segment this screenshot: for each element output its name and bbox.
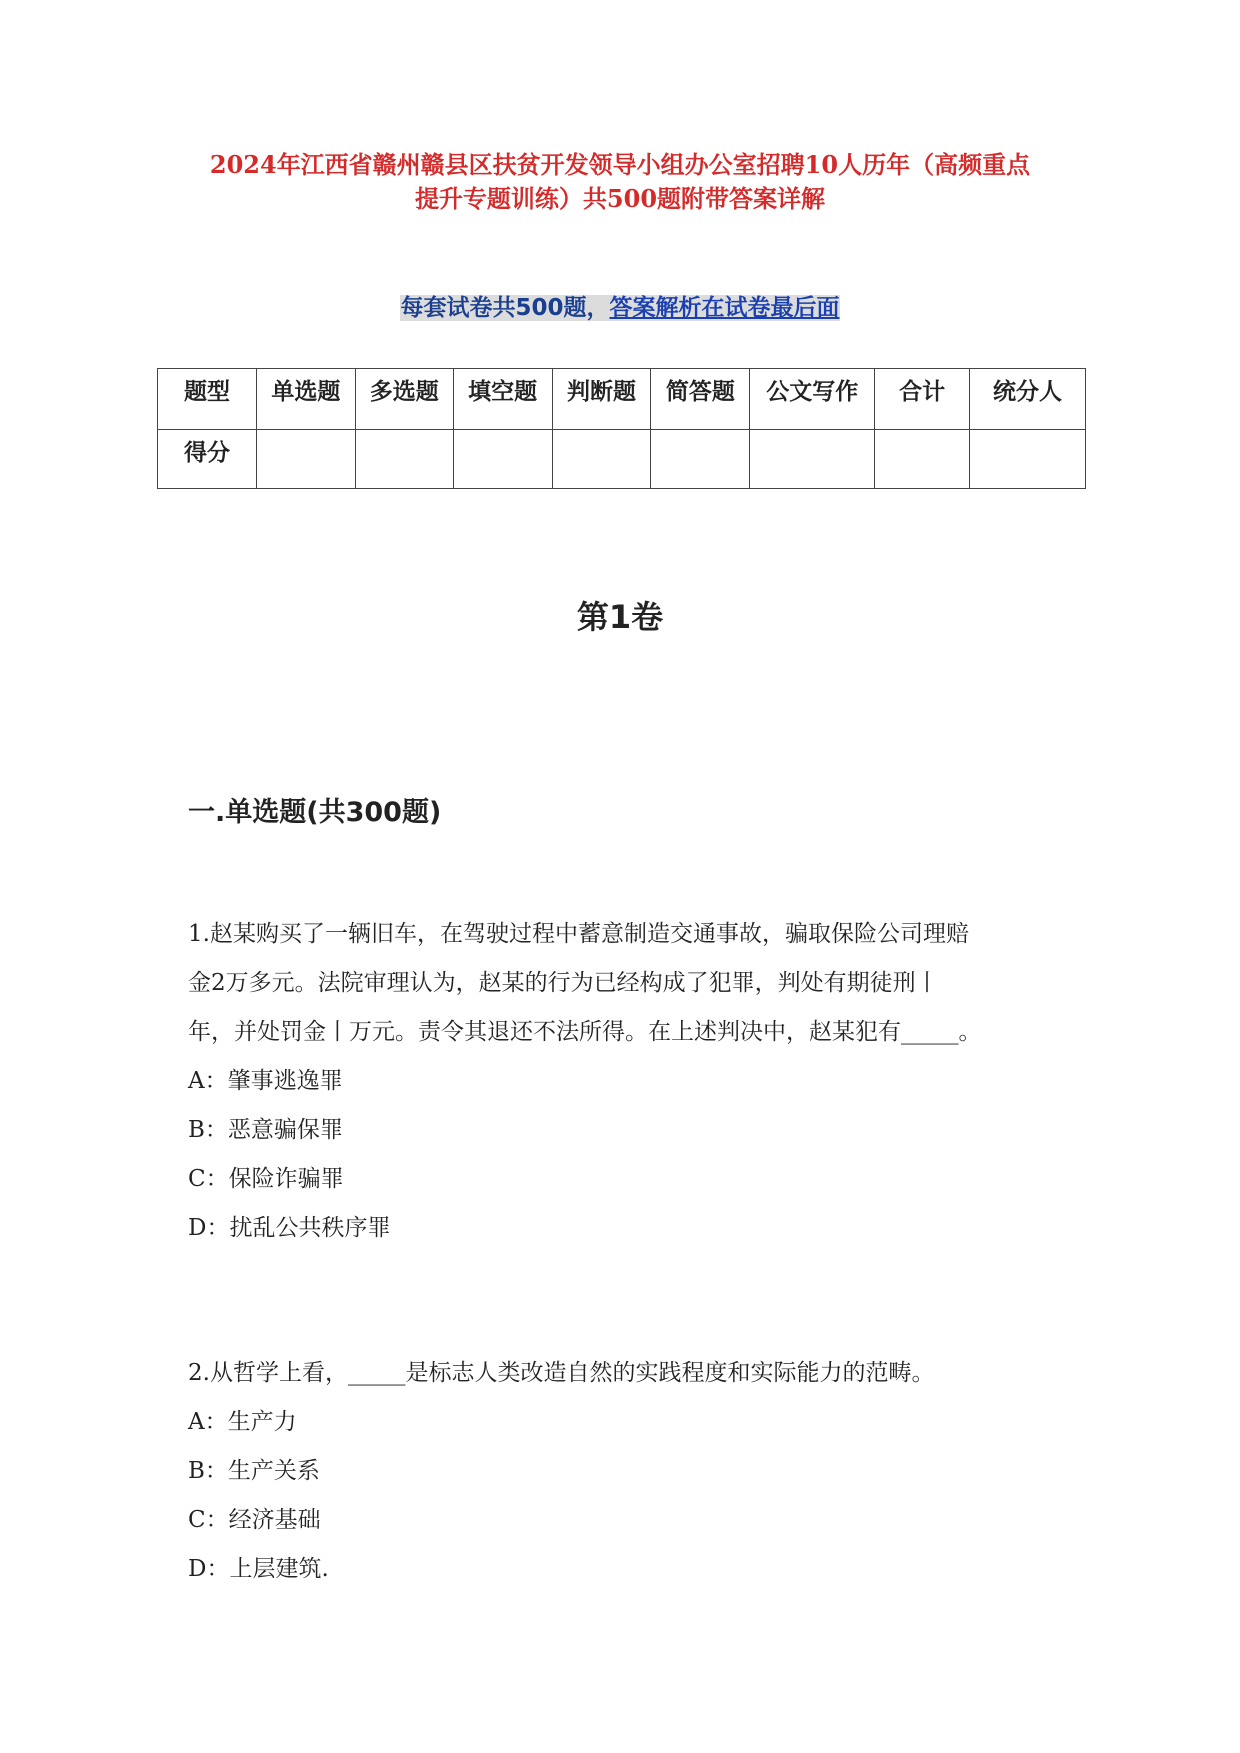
document-title (0, 148, 1240, 216)
score-cell (970, 430, 1086, 489)
score-table-score-row (158, 430, 1086, 489)
header-cell-multi: 多选题 (355, 369, 453, 430)
question-1-option-b: B：恶意骗保罪 (188, 1117, 343, 1143)
score-cell (750, 430, 875, 489)
header-cell-total: 合计 (875, 369, 970, 430)
question-2-option-d: D：上层建筑. (188, 1556, 329, 1582)
title-line-1: 2024年江西省赣州赣县区扶贫开发领导小组办公室招聘10人历年（高频重点 (209, 150, 1031, 179)
score-cell (256, 430, 355, 489)
header-cell-single: 单选题 (256, 369, 355, 430)
question-1-option-a: A：肇事逃逸罪 (188, 1068, 343, 1094)
section-title: 一.单选题(共300题) (188, 797, 442, 828)
volume-title: 第1卷 (576, 598, 664, 636)
question-2-option-b: B：生产关系 (188, 1458, 320, 1484)
question-2 (188, 1349, 1068, 1594)
question-1 (188, 910, 1068, 1253)
header-cell-fill: 填空题 (453, 369, 552, 430)
header-cell-writing: 公文写作 (750, 369, 875, 430)
score-cell (355, 430, 453, 489)
score-cell (552, 430, 651, 489)
answer-notice (0, 292, 1240, 324)
notice-text: 每套试卷共500题， (400, 295, 610, 321)
question-1-line-1: 1.赵某购买了一辆旧车，在驾驶过程中蓄意制造交通事故，骗取保险公司理赔 (188, 921, 969, 947)
notice-link[interactable]: 答案解析在试卷最后面 (609, 295, 840, 321)
header-cell-scorer: 统分人 (970, 369, 1086, 430)
header-cell-short: 简答题 (651, 369, 750, 430)
header-cell-type: 题型 (158, 369, 257, 430)
title-line-2: 提升专题训练）共500题附带答案详解 (414, 184, 826, 213)
question-1-line-3: 年，并处罚金丨万元。责令其退还不法所得。在上述判决中，赵某犯有_____。 (188, 1019, 982, 1045)
question-1-line-2: 金2万多元。法院审理认为，赵某的行为已经构成了犯罪，判处有期徒刑丨 (188, 970, 939, 996)
score-cell (875, 430, 970, 489)
score-table-header-row (158, 369, 1086, 430)
question-1-option-c: C：保险诈骗罪 (188, 1166, 344, 1192)
question-2-line-1: 2.从哲学上看，_____是标志人类改造自然的实践程度和实际能力的范畴。 (188, 1360, 935, 1386)
question-2-option-c: C：经济基础 (188, 1507, 321, 1533)
score-table (157, 368, 1086, 489)
question-2-option-a: A：生产力 (188, 1409, 297, 1435)
question-1-option-d: D：扰乱公共秩序罪 (188, 1215, 391, 1241)
score-cell (651, 430, 750, 489)
header-cell-judge: 判断题 (552, 369, 651, 430)
score-cell (453, 430, 552, 489)
score-row-label: 得分 (158, 430, 257, 489)
